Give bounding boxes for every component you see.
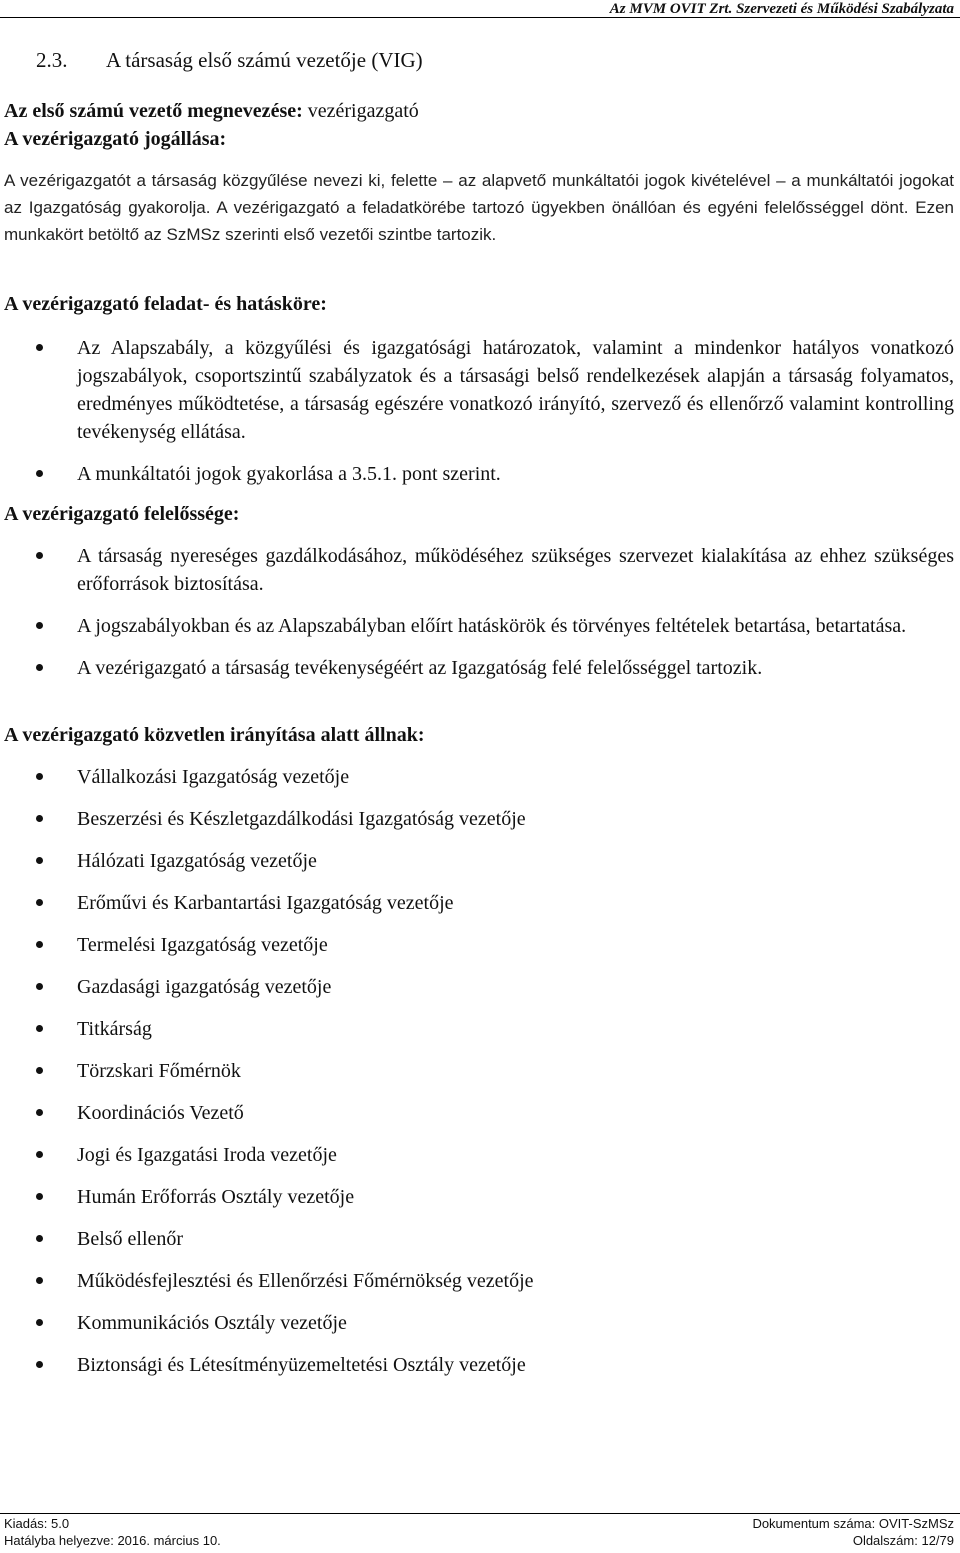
list-item: Kommunikációs Osztály vezetője (36, 1309, 954, 1337)
responsibility-heading: A vezérigazgató felelőssége: (4, 503, 240, 525)
list-item: Humán Erőforrás Osztály vezetője (36, 1183, 954, 1211)
list-item: Törzskari Főmérnök (36, 1057, 954, 1085)
list-item: Jogi és Igazgatási Iroda vezetője (36, 1141, 954, 1169)
section-number: 2.3. (36, 48, 68, 72)
duties-heading: A vezérigazgató feladat- és hatásköre: (4, 293, 327, 315)
footer-edition: Kiadás: 5.0 (4, 1516, 70, 1531)
list-item: Működésfejlesztési és Ellenőrzési Főmérnökség vezetője (36, 1267, 954, 1295)
duties-list (36, 334, 954, 502)
list-item: Erőművi és Karbantartási Igazgatóság vezetője (36, 889, 954, 917)
status-paragraph: A vezérigazgatót a társaság közgyűlése nevezi ki, felette – az alapvető munkáltatói jogok kivételével – a munkáltatói jogokat az Igazgatóság gyakorolja. A vezérigazgató a feladatkörébe tartozó ügyekben önállóan és egyéni felelősséggel dönt. Ezen munkakört betöltő az SzMSz szerinti első vezetői szintbe tartozik. (4, 171, 954, 244)
list-item: A jogszabályokban és az Alapszabályban előírt hatáskörök és törvényes feltételek betartása, betartatása. (36, 612, 954, 640)
footer-page-number: Oldalszám: 12/79 (852, 1533, 954, 1548)
list-item: Hálózati Igazgatóság vezetője (36, 847, 954, 875)
section-title: A társaság első számú vezetője (VIG) (106, 48, 423, 72)
list-item: Termelési Igazgatóság vezetője (36, 931, 954, 959)
list-item: A vezérigazgató a társaság tevékenységéért az Igazgatóság felé felelősséggel tartozik. (36, 654, 954, 682)
list-item: Az Alapszabály, a közgyűlési és igazgatósági határozatok, valamint a mindenkor hatályos vonatkozó jogszabályok, csoportszintű szabályzatok és a társasági belső rendelkezések alapján a társaság folyamatos, eredményes működtetése, a társaság egészére vonatkozó irányító, szervező és ellenőrző valamint kontrolling tevékenység ellátása. (36, 334, 954, 446)
list-item: Belső ellenőr (36, 1225, 954, 1253)
list-item: Beszerzési és Készletgazdálkodási Igazgatóság vezetője (36, 805, 954, 833)
list-item: Koordinációs Vezető (36, 1099, 954, 1127)
list-item: Vállalkozási Igazgatóság vezetője (36, 763, 954, 791)
list-item: Gazdasági igazgatóság vezetője (36, 973, 954, 1001)
status-heading: A vezérigazgató jogállása: (4, 128, 227, 150)
subordinates-list (36, 763, 954, 1393)
designation-label: Az első számú vezető megnevezése: (4, 100, 303, 122)
responsibility-list (36, 542, 954, 696)
section-heading (36, 46, 423, 74)
list-item: Titkárság (36, 1015, 954, 1043)
header-divider (0, 17, 960, 18)
subordinates-heading: A vezérigazgató közvetlen irányítása alatt állnak: (4, 724, 425, 746)
list-item: A társaság nyereséges gazdálkodásához, működéséhez szükséges szervezet kialakítása az ehhez szükséges erőforrások biztosítása. (36, 542, 954, 598)
list-item: A munkáltatói jogok gyakorlása a 3.5.1. pont szerint. (36, 460, 954, 488)
list-item: Biztonsági és Létesítményüzemeltetési Osztály vezetője (36, 1351, 954, 1379)
footer-divider (0, 1513, 960, 1514)
footer-effective-date: Hatályba helyezve: 2016. március 10. (4, 1533, 221, 1548)
footer-document-number: Dokumentum száma: OVIT-SzMSz (752, 1516, 954, 1531)
designation-value: vezérigazgató (302, 100, 419, 122)
document-header-title: Az MVM OVIT Zrt. Szervezeti és Működési Szabályzata (609, 1, 954, 17)
designation-line (4, 97, 954, 125)
